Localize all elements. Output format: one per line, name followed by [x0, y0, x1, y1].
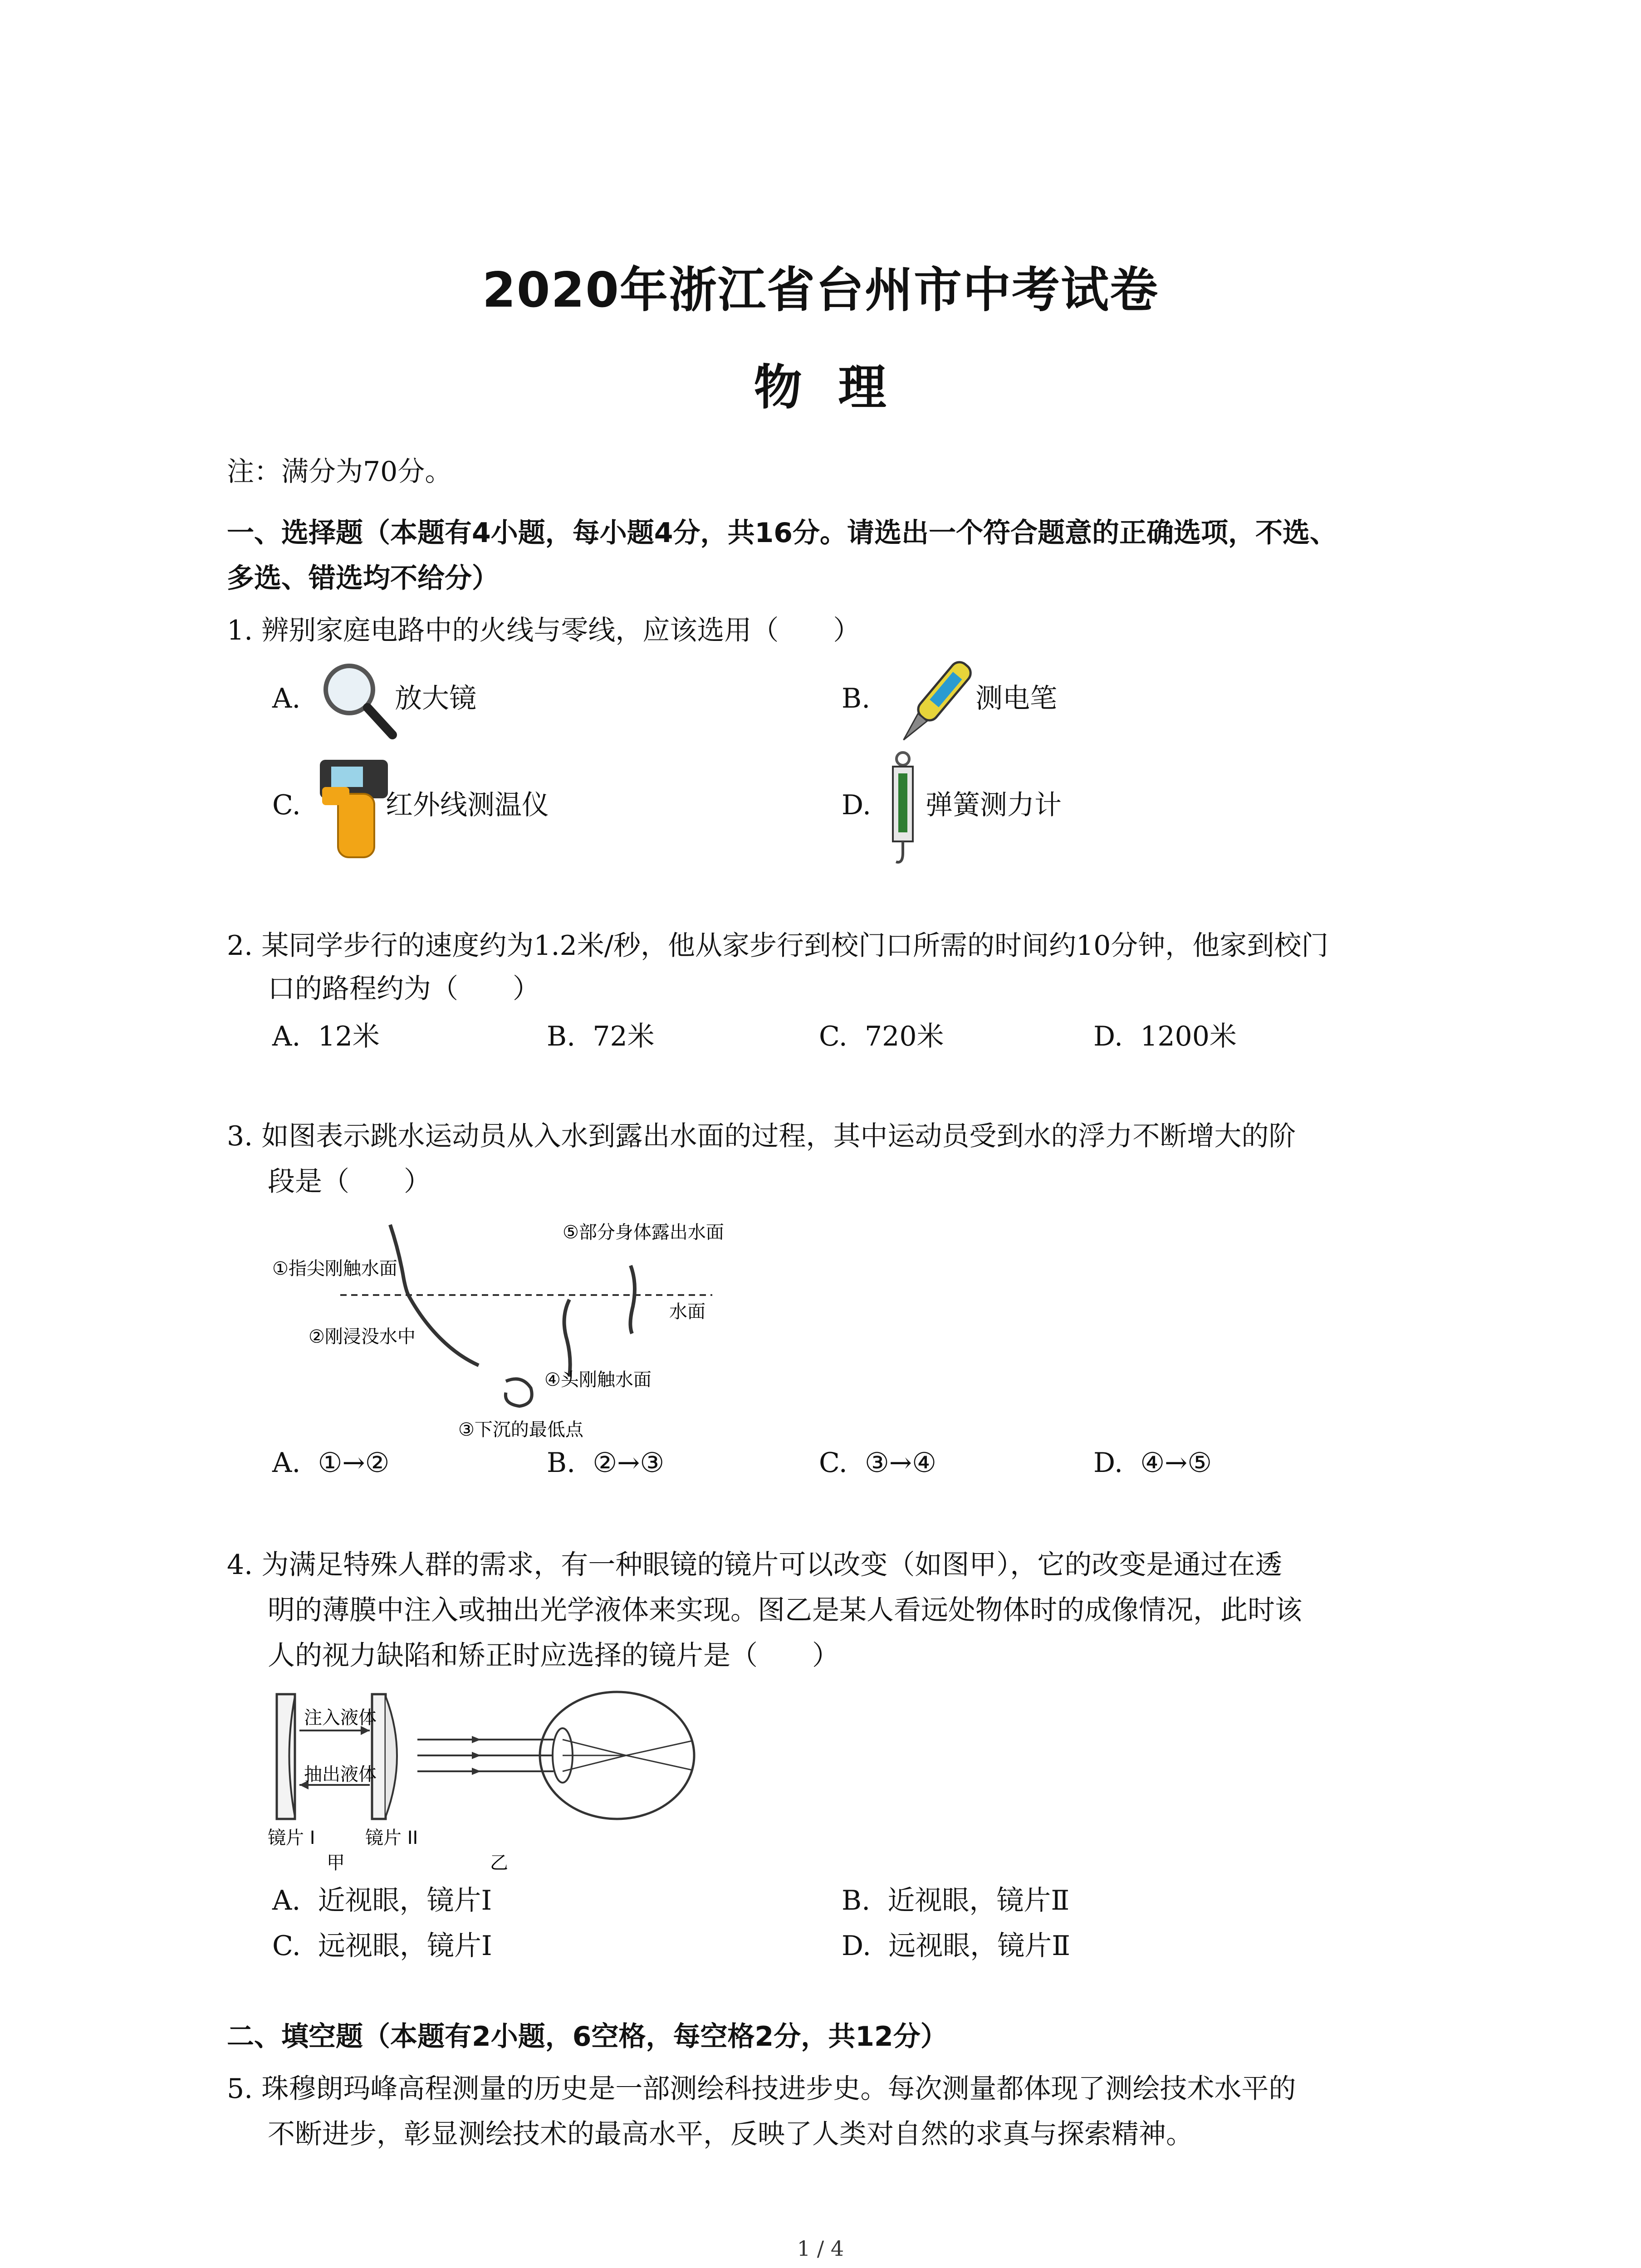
q2-option-c: C. 720米	[819, 1021, 944, 1052]
q4-option-c: C. 远视眼，镜片Ⅰ	[272, 1930, 492, 1962]
label-1: ①指尖刚触水面	[272, 1258, 397, 1279]
q1-option-d-text: 弹簧测力计	[926, 789, 1062, 821]
q4-stem-line1: 4. 为满足特殊人群的需求，有一种眼镜的镜片可以改变（如图甲），它的改变是通过在透	[227, 1549, 1283, 1581]
label-yi: 乙	[490, 1853, 508, 1873]
lens-eye-figure	[268, 1687, 721, 1878]
q1-option-b-text: 测电笔	[975, 683, 1057, 714]
page-number: 1 / 4	[797, 2236, 844, 2261]
q1-option-a-text: 放大镜	[395, 683, 476, 714]
diver-2	[408, 1295, 479, 1365]
q5-stem-line1: 5. 珠穆朗玛峰高程测量的历史是一部测绘科技进步史。每次测量都体现了测绘技术水平的	[227, 2073, 1296, 2105]
magnifier-icon	[318, 660, 399, 742]
q1-option-c-text: 红外线测温仪	[386, 789, 549, 821]
q1-option-d-letter: D.	[842, 789, 872, 821]
q3-option-c: C. ③→④	[819, 1447, 936, 1479]
label-lens-1: 镜片 I	[268, 1828, 315, 1848]
diver-5	[630, 1266, 635, 1334]
q3-option-d: D. ④→⑤	[1093, 1447, 1212, 1479]
label-4: ④头刚触水面	[544, 1369, 652, 1390]
section1-heading-line2: 多选、错选均不给分）	[227, 562, 499, 594]
subject-title: 物 理	[754, 360, 887, 415]
label-water: 水面	[669, 1301, 705, 1322]
q4-stem-line3: 人的视力缺陷和矫正时应选择的镜片是（ ）	[268, 1640, 839, 1672]
spring-scale-icon	[885, 751, 921, 869]
q1-option-b-letter: B.	[842, 683, 871, 714]
q4-option-a: A. 近视眼，镜片Ⅰ	[272, 1885, 492, 1916]
label-inject: 注入液体	[304, 1707, 377, 1728]
label-lens-2: 镜片 II	[365, 1828, 418, 1848]
test-pen-icon	[889, 649, 980, 753]
diver-4	[564, 1300, 570, 1377]
q3-stem-line1: 3. 如图表示跳水运动员从入水到露出水面的过程，其中运动员受到水的浮力不断增大的阶	[227, 1120, 1296, 1152]
q2-option-b: B. 72米	[547, 1021, 655, 1052]
q1-option-a-letter: A.	[272, 683, 301, 714]
q3-option-a: A. ①→②	[272, 1447, 390, 1479]
q3-option-b: B. ②→③	[547, 1447, 665, 1479]
diving-figure	[268, 1211, 767, 1447]
section1-heading-line1: 一、选择题（本题有4小题，每小题4分，共16分。请选出一个符合题意的正确选项，不选、	[227, 517, 1337, 549]
q2-option-a: A. 12米	[272, 1021, 380, 1052]
label-2: ②刚浸没水中	[309, 1326, 416, 1347]
q1-option-c-letter: C.	[272, 789, 301, 821]
q2-option-d: D. 1200米	[1093, 1021, 1237, 1052]
label-5: ⑤部分身体露出水面	[563, 1222, 724, 1243]
score-note: 注：满分为70分。	[227, 456, 452, 488]
q2-stem-line1: 2. 某同学步行的速度约为1.2米/秒，他从家步行到校门口所需的时间约10分钟，他家到校门	[227, 930, 1329, 962]
q5-stem-line2: 不断进步，彰显测绘技术的最高水平，反映了人类对自然的求真与探索精神。	[268, 2118, 1193, 2150]
q4-stem-line2: 明的薄膜中注入或抽出光学液体来实现。图乙是某人看远处物体时的成像情况，此时该	[268, 1594, 1302, 1626]
q4-option-b: B. 近视眼，镜片Ⅱ	[842, 1885, 1070, 1916]
diver-3	[505, 1379, 532, 1406]
label-extract: 抽出液体	[304, 1764, 377, 1785]
infrared-thermometer-icon	[313, 755, 395, 864]
q2-stem-line2: 口的路程约为（ ）	[268, 973, 540, 1005]
section2-heading: 二、填空题（本题有2小题，6空格，每空格2分，共12分）	[227, 2021, 948, 2053]
q1-stem: 1. 辨别家庭电路中的火线与零线，应该选用（ ）	[227, 615, 861, 646]
q4-option-d: D. 远视眼，镜片Ⅱ	[842, 1930, 1070, 1962]
label-jia: 甲	[327, 1853, 345, 1873]
label-3: ③下沉的最低点	[458, 1419, 583, 1440]
q3-stem-line2: 段是（ ）	[268, 1166, 431, 1198]
exam-title: 2020年浙江省台州市中考试卷	[482, 262, 1159, 318]
